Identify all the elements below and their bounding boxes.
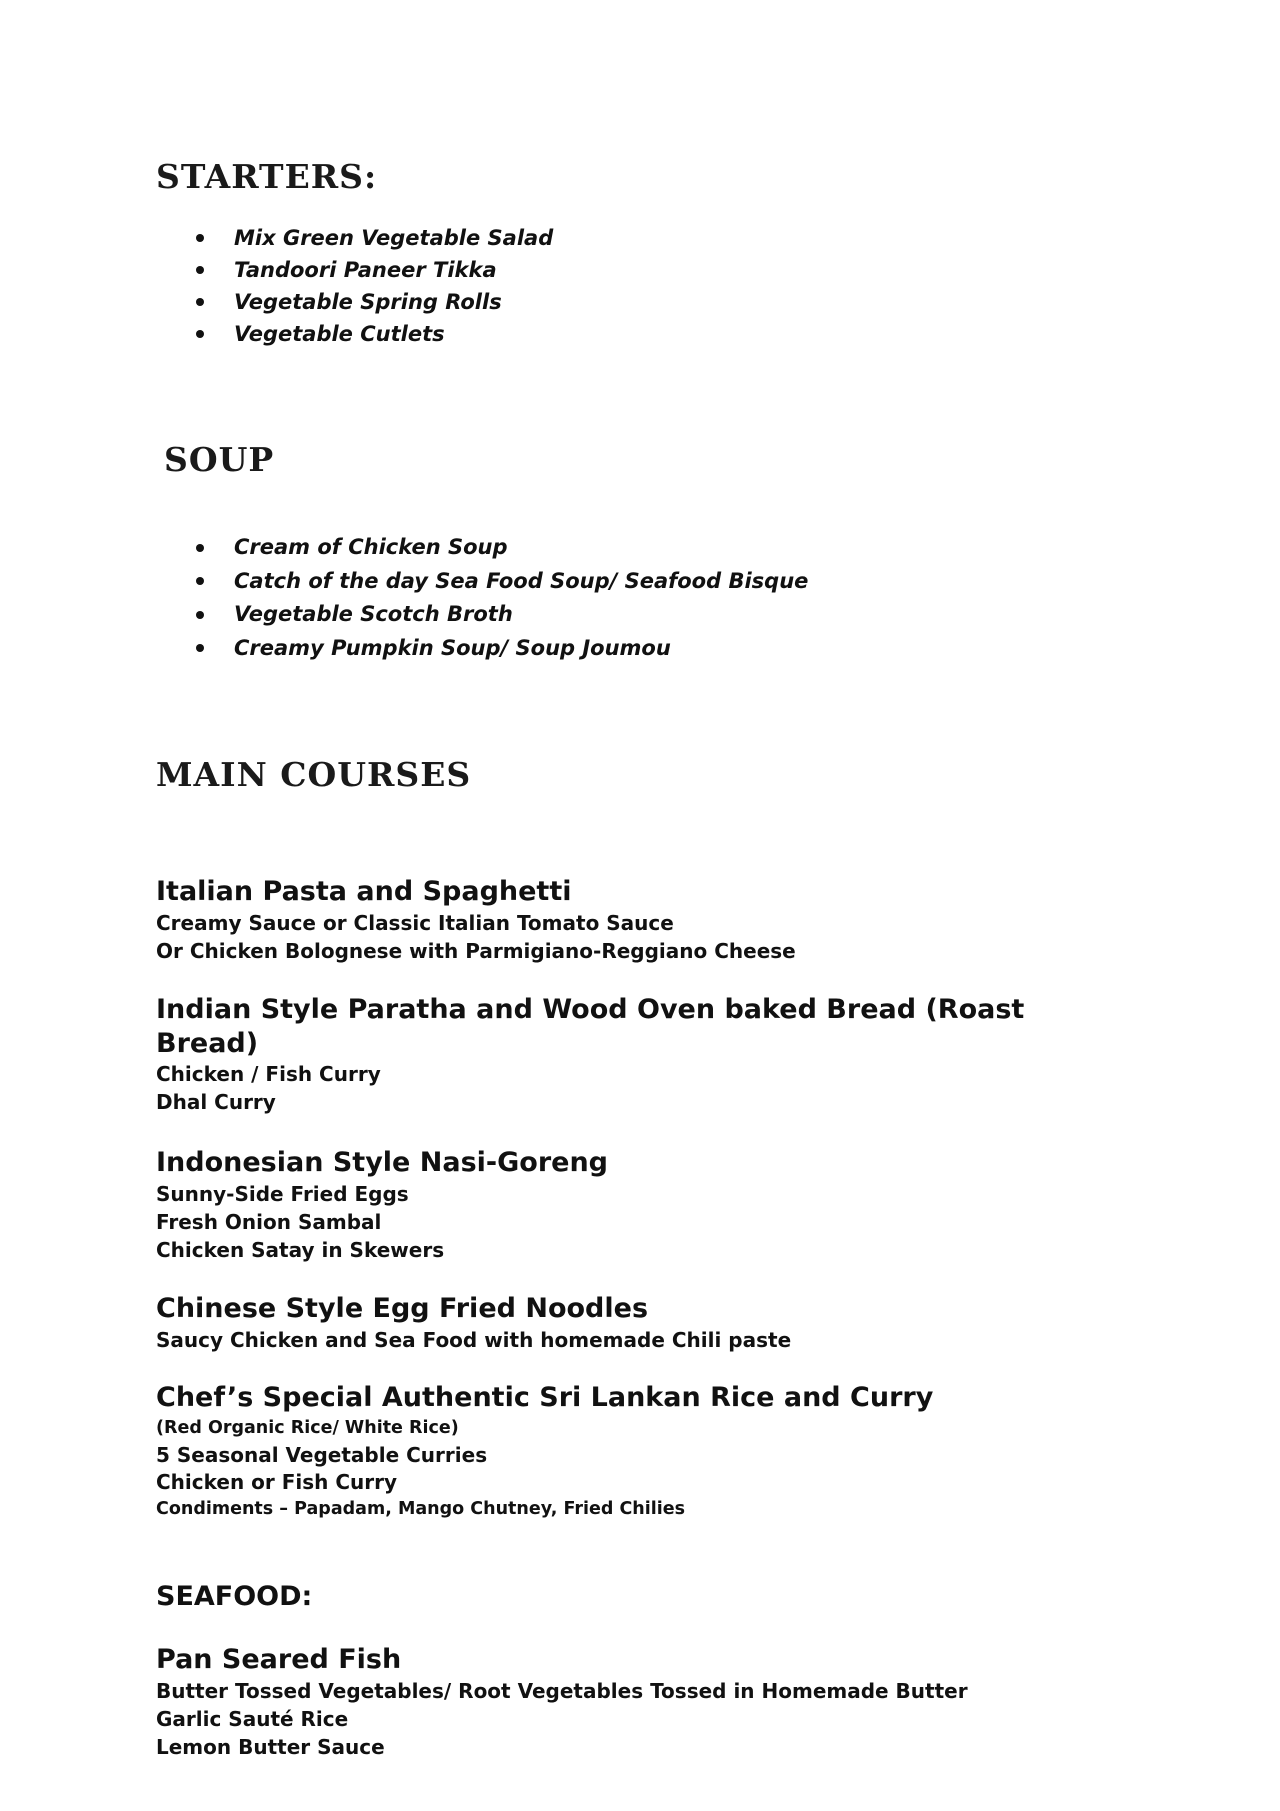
- seafood-heading: SEAFOOD:: [156, 1581, 313, 1612]
- dish-detail: Saucy Chicken and Sea Food with homemade Chili paste: [156, 1328, 792, 1352]
- soup-heading: SOUP: [164, 440, 275, 479]
- bullet-icon: [196, 644, 204, 652]
- dish-title: Chef’s Special Authentic Sri Lankan Rice and Curry: [156, 1382, 934, 1413]
- list-item: Mix Green Vegetable Salad: [196, 222, 553, 254]
- dish-title: Indian Style Paratha and Wood Oven baked Bread (Roast Bread): [156, 994, 1025, 1059]
- bullet-icon: [196, 611, 204, 619]
- dish-detail: Or Chicken Bolognese with Parmigiano-Reggiano Cheese: [156, 939, 796, 963]
- starters-heading: STARTERS:: [156, 157, 378, 196]
- list-item: Vegetable Scotch Broth: [196, 598, 808, 632]
- list-item: Vegetable Cutlets: [196, 318, 553, 350]
- dish-detail: Dhal Curry: [156, 1090, 276, 1114]
- dish-title: Italian Pasta and Spaghetti: [156, 876, 572, 907]
- dish-detail: Chicken Satay in Skewers: [156, 1238, 445, 1262]
- dish-detail: Creamy Sauce or Classic Italian Tomato Sauce: [156, 911, 674, 935]
- dish-title: Chinese Style Egg Fried Noodles: [156, 1293, 649, 1324]
- main-courses-heading: MAIN COURSES: [156, 755, 472, 794]
- dish-detail: Chicken / Fish Curry: [156, 1062, 381, 1086]
- list-item: Cream of Chicken Soup: [196, 531, 808, 565]
- dish-title: Indonesian Style Nasi-Goreng: [156, 1147, 608, 1178]
- dish-detail: Butter Tossed Vegetables/ Root Vegetables Tossed in Homemade Butter: [156, 1679, 968, 1703]
- bullet-icon: [196, 577, 204, 585]
- dish-detail: Garlic Sauté Rice: [156, 1707, 349, 1731]
- dish-detail: Condiments – Papadam, Mango Chutney, Fried Chilies: [156, 1499, 686, 1519]
- bullet-icon: [196, 266, 204, 274]
- list-item: Vegetable Spring Rolls: [196, 286, 553, 318]
- soup-list: [196, 531, 808, 665]
- list-item: Creamy Pumpkin Soup/ Soup Joumou: [196, 632, 808, 666]
- list-item: Catch of the day Sea Food Soup/ Seafood Bisque: [196, 565, 808, 599]
- dish-title: Pan Seared Fish: [156, 1644, 402, 1675]
- dish-detail: Lemon Butter Sauce: [156, 1735, 385, 1759]
- dish-detail: 5 Seasonal Vegetable Curries: [156, 1443, 488, 1467]
- bullet-icon: [196, 234, 204, 242]
- bullet-icon: [196, 544, 204, 552]
- dish-detail: Sunny-Side Fried Eggs: [156, 1182, 409, 1206]
- starters-list: [196, 222, 553, 350]
- dish-detail: (Red Organic Rice/ White Rice): [156, 1418, 459, 1438]
- dish-detail: Fresh Onion Sambal: [156, 1210, 382, 1234]
- bullet-icon: [196, 330, 204, 338]
- dish-detail: Chicken or Fish Curry: [156, 1470, 398, 1494]
- list-item: Tandoori Paneer Tikka: [196, 254, 553, 286]
- bullet-icon: [196, 298, 204, 306]
